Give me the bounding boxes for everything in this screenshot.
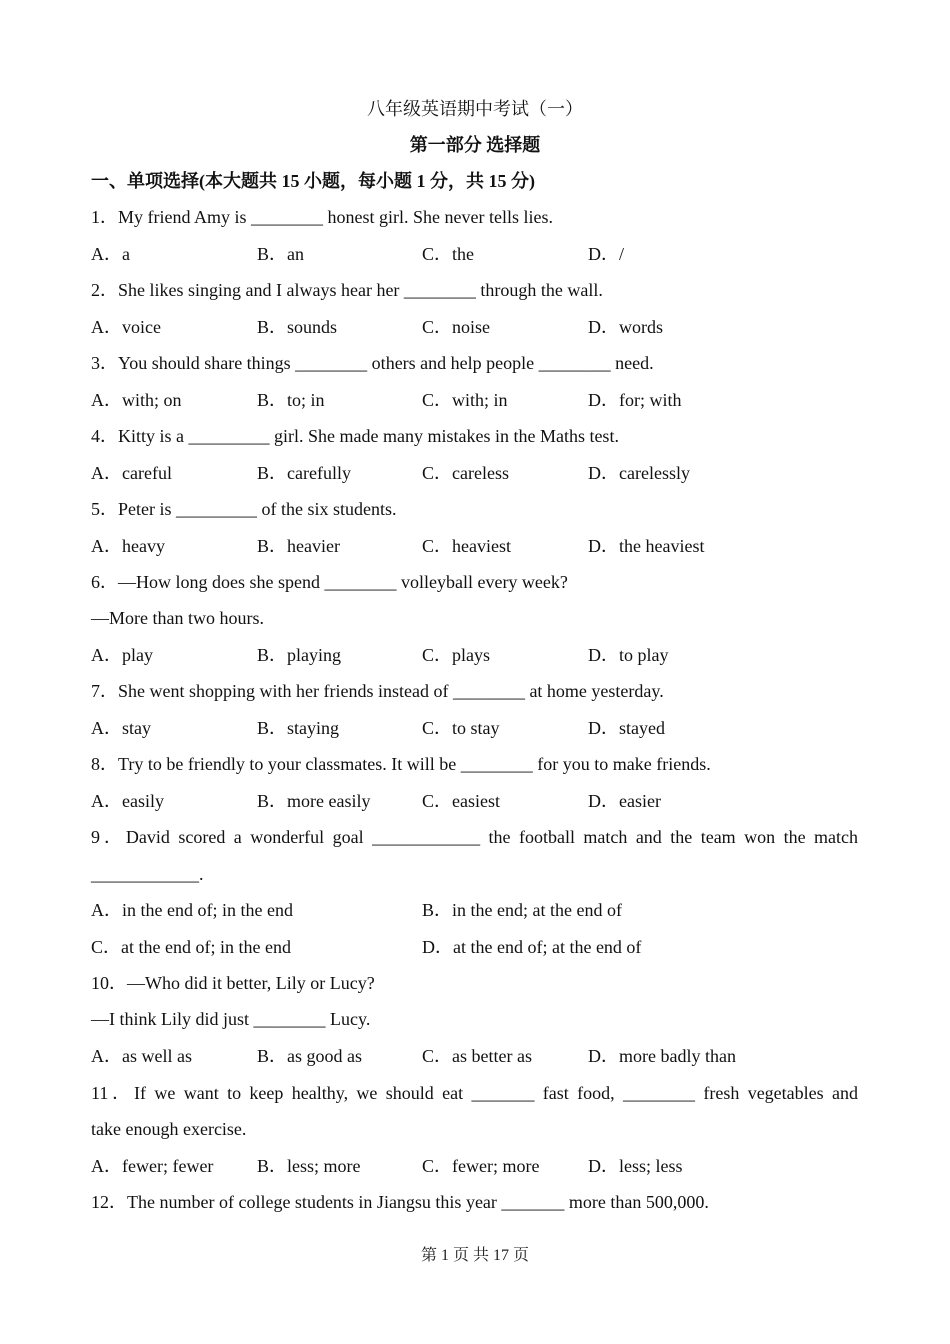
question-4-option-b: B．carefully [257,463,351,483]
question-10-option-a: A．as well as [91,1046,192,1066]
question-5-stem: 5．Peter is _________ of the six students. [91,499,397,519]
question-6-option-a: A．play [91,645,153,665]
question-7-stem: 7．She went shopping with her friends instead of ________ at home yesterday. [91,681,664,701]
question-7-option-a: A．stay [91,718,151,738]
question-12-stem: 12．The number of college students in Jiangsu this year _______ more than 500,000. [91,1192,709,1212]
question-2-option-b: B．sounds [257,317,338,337]
question-8-option-d: D．easier [588,791,661,811]
question-9-option-d: D．at the end of; at the end of [422,937,642,957]
question-6-option-b: B．playing [257,645,341,665]
question-3-option-c: C．with; in [422,390,508,410]
question-9-option-c: C．at the end of; in the end [91,937,291,957]
question-7-option-c: C．to stay [422,718,500,738]
question-5-option-c: C．heaviest [422,536,511,556]
question-11-option-b: B．less; more [257,1156,361,1176]
exam-title: 八年级英语期中考试（一） [367,99,583,119]
question-8-option-b: B．more easily [257,791,371,811]
question-6-option-c: C．plays [422,645,491,665]
question-6-option-d: D．to play [588,645,669,665]
question-1-option-a: A．a [91,244,130,264]
question-9-option-b: B．in the end; at the end of [422,900,622,920]
question-4-option-a: A．careful [91,463,172,483]
question-1-option-b: B．an [257,244,304,264]
question-8-option-c: C．easiest [422,791,500,811]
question-11-stem: 11．If we want to keep healthy, we should eat _______ fast food, ________ fresh vegetables and [91,1083,858,1103]
question-11-option-c: C．fewer; more [422,1156,540,1176]
question-11-stem-continued: take enough exercise. [91,1119,247,1139]
question-2-stem: 2．She likes singing and I always hear her ________ through the wall. [91,280,603,300]
question-5-option-a: A．heavy [91,536,165,556]
question-10-response: —I think Lily did just ________ Lucy. [91,1009,371,1029]
question-8-option-a: A．easily [91,791,164,811]
question-3-option-a: A．with; on [91,390,182,410]
question-9-stem-continued: ____________. [91,864,204,884]
page-number-footer: 第 1 页 共 17 页 [420,1247,529,1264]
question-4-stem: 4．Kitty is a _________ girl. She made many mistakes in the Maths test. [91,426,619,446]
part-title: 第一部分 选择题 [409,135,541,155]
question-1-option-d: D．/ [588,244,624,264]
question-11-option-a: A．fewer; fewer [91,1156,214,1176]
question-11-option-d: D．less; less [588,1156,683,1176]
question-3-option-d: D．for; with [588,390,682,410]
question-10-option-d: D．more badly than [588,1046,736,1066]
question-6-stem: 6．—How long does she spend ________ volleyball every week? [91,572,568,592]
question-10-stem: 10．—Who did it better, Lily or Lucy? [91,973,375,993]
question-5-option-b: B．heavier [257,536,340,556]
question-7-option-d: D．stayed [588,718,665,738]
question-1-option-c: C．the [422,244,474,264]
question-1-stem: 1．My friend Amy is ________ honest girl. She never tells lies. [91,207,553,227]
question-10-option-c: C．as better as [422,1046,532,1066]
question-2-option-d: D．words [588,317,663,337]
question-10-option-b: B．as good as [257,1046,362,1066]
question-5-option-d: D．the heaviest [588,536,705,556]
question-3-stem: 3．You should share things ________ others and help people ________ need. [91,353,654,373]
question-9-stem: 9．David scored a wonderful goal ____________ the football match and the team won the match [91,827,858,847]
question-8-stem: 8．Try to be friendly to your classmates. It will be ________ for you to make friends. [91,754,711,774]
question-3-option-b: B．to; in [257,390,325,410]
question-4-option-d: D．carelessly [588,463,690,483]
question-6-response: —More than two hours. [91,608,264,628]
section-heading: 一、单项选择(本大题共 15 小题，每小题 1 分，共 15 分) [91,171,535,191]
question-4-option-c: C．careless [422,463,509,483]
question-9-option-a: A．in the end of; in the end [91,900,293,920]
question-2-option-a: A．voice [91,317,161,337]
question-2-option-c: C．noise [422,317,491,337]
question-7-option-b: B．staying [257,718,340,738]
